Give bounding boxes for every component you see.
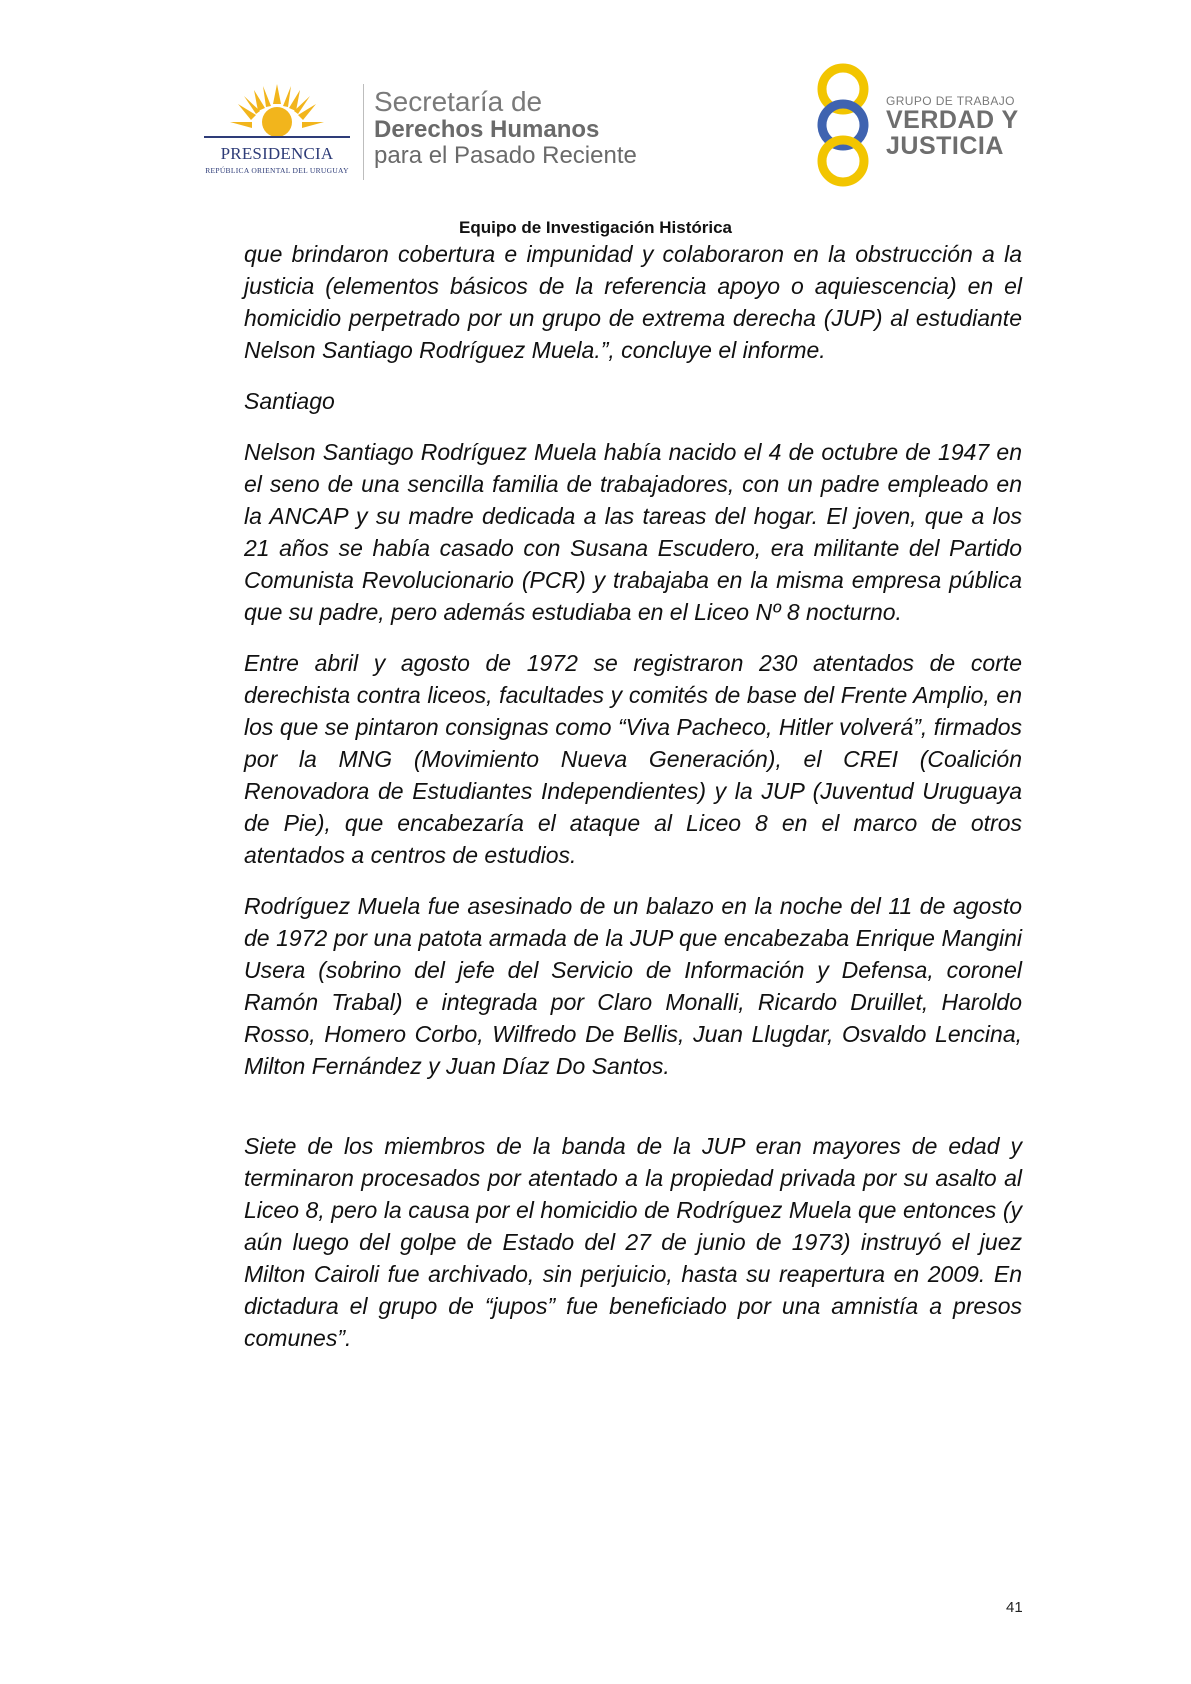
- paragraph-5: Rodríguez Muela fue asesinado de un balazo en la noche del 11 de agosto de 1972 por una patota armada de la JUP que encabezaba Enrique Mangini Usera (sobrino del jefe del Servicio de Información y Defensa, coronel Ramón Trabal) e integrada por Claro Monalli, Ricardo Druillet, Haroldo Rosso, Homero Corbo, Wilfredo De Bellis, Juan Llugdar, Osvaldo Lencina, Milton Fernández y Juan Díaz Do Santos.: [244, 893, 1022, 1079]
- grupo-line-2: VERDAD Y: [886, 106, 1019, 134]
- grupo-line-3: JUSTICIA: [886, 132, 1004, 160]
- presidencia-name: PRESIDENCIA: [220, 144, 334, 163]
- secretaria-line-3: para el Pasado Reciente: [374, 142, 637, 169]
- paragraph-6: Siete de los miembros de la banda de la JUP eran mayores de edad y terminaron procesados por atentado a la propiedad privada por su asalto al Liceo 8, pero la causa por el homicidio de Rodríguez Muela que entonces (y aún luego del golpe de Estado del 27 de junio de 1973) instruyó el juez Milton Cairoli fue archivado, sin perjuicio, hasta su reapertura en 2009. En dictadura el grupo de “jupos” fue beneficiado por una amnistía a presos comunes”.: [244, 1133, 1022, 1351]
- linked-rings-icon: [808, 62, 878, 188]
- presidencia-logo: [196, 82, 358, 182]
- secretaria-line-2: Derechos Humanos: [374, 116, 600, 143]
- grupo-trabajo-logo: [808, 62, 1028, 188]
- secretaria-logo-text: [374, 88, 637, 168]
- grupo-line-1: GRUPO DE TRABAJO: [886, 94, 1015, 108]
- header-divider: [363, 84, 364, 180]
- paragraph-4: Entre abril y agosto de 1972 se registraron 230 atentados de corte derechista contra liceos, facultades y comités de base del Frente Amplio, en los que se pintaron consignas como “Viva Pacheco, Hitler volverá”, firmados por la MNG (Movimiento Nueva Generación), el CREI (Coalición Renovadora de Estudiantes Independientes) y la JUP (Juventud Uruguaya de Pie), que encabezaría el ataque al Liceo 8 en el marco de otros atentados a centros de estudios.: [244, 650, 1022, 868]
- paragraph-3: Nelson Santiago Rodríguez Muela había nacido el 4 de octubre de 1947 en el seno de una sencilla familia de trabajadores, con un padre empleado en la ANCAP y su madre dedicada a las tareas del hogar. El joven, que a los 21 años se había casado con Susana Escudero, era militante del Partido Comunista Revolucionario (PCR) y trabajaba en la misma empresa pública que su padre, pero además estudiaba en el Liceo Nº 8 nocturno.: [244, 439, 1022, 625]
- paragraph-2: Santiago: [244, 388, 335, 414]
- paragraph-1: que brindaron cobertura e impunidad y colaboraron en la obstrucción a la justicia (elementos básicos de la referencia apoyo o aquiescencia) en el homicidio perpetrado por un grupo de extrema derecha (JUP) al estudiante Nelson Santiago Rodríguez Muela.”, concluye el informe.: [244, 241, 1022, 363]
- presidencia-subtitle: REPÚBLICA ORIENTAL DEL URUGUAY: [205, 166, 349, 175]
- secretaria-line-1: Secretaría de: [374, 86, 543, 117]
- team-title: Equipo de Investigación Histórica: [459, 218, 732, 237]
- uruguay-sun-emblem-icon: [196, 82, 358, 146]
- page-number: 41: [1006, 1599, 1023, 1616]
- document-body: [244, 238, 1022, 1373]
